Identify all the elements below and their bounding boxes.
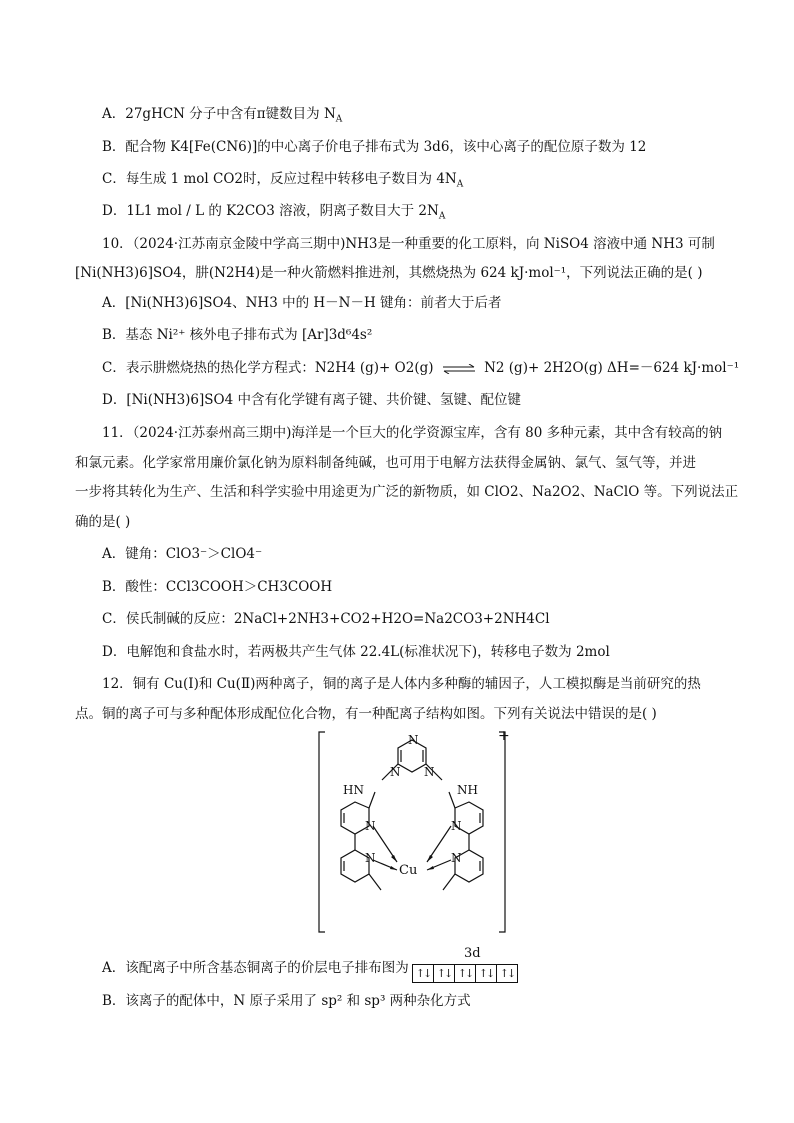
q11-option-d: D．电解饱和食盐水时，若两极共产生气体 22.4L(标准状况下)，转移电子数为 2mol [102,644,610,660]
q10-option-a: A．[Ni(NH3)6]SO4、NH3 中的 H－N－H 键角：前者大于后者 [102,295,502,311]
orbital-box: ↑↓ [496,965,517,982]
q10-stem-line2: [Ni(NH3)6]SO4，肼(N2H4)是一种火箭燃料推进剂，其燃烧热为 624 kJ·mol⁻¹，下列说法正确的是( ) [75,265,703,281]
q9-option-a: A．27gHCN 分子中含有π键数目为 $N_A$ [102,106,343,125]
atom-label-n: N [451,851,462,865]
q9-option-c: C．每生成 1 mol CO2时，反应过程中转移电子数目为 $4N_A$ [102,171,464,190]
q11-option-b: B．酸性：CCl3COOH＞CH3COOH [102,579,333,595]
q11-option-a: A．键角：ClO3⁻＞ClO4⁻ [102,546,263,562]
atom-label-nh: NH [457,783,478,797]
q10-option-c: C．表示肼燃烧热的热化学方程式：N2H4 (g)+ O2(g) N2 (g)+ 2H2O(g) ΔH=－624 kJ·mol⁻¹ [102,360,740,376]
atom-label-hn: HN [343,783,364,797]
q9-option-d: D．1L1 mol / L 的 K2CO3 溶液，阴离子数目大于 $2N_A$ [102,203,446,222]
orbital-diagram [412,946,518,983]
q12-option-a: A．该配离子中所含基态铜离子的价层电子排布图为 [102,960,409,976]
atom-label-cu: Cu [399,863,418,878]
q12-stem-line2: 点。铜的离子可与多种配体形成配位化合物，有一种配离子结构如图。下列有关说法中错误的是( ) [75,706,657,722]
q9-option-b: B．配合物 K4[Fe(CN6)]的中心离子价电子排布式为 3d6，该中心离子的配位原子数为 12 [102,139,647,155]
q10-option-d: D．[Ni(NH3)6]SO4 中含有化学键有离子键、共价键、氢键、配位键 [102,392,521,408]
atom-label-n: N [424,765,435,779]
q12-stem-line1: 12．铜有 Cu(Ⅰ)和 Cu(Ⅱ)两种离子，铜的离子是人体内多种酶的辅因子，人工模拟酶是当前研究的热 [102,676,701,692]
orbital-box: ↑↓ [454,965,475,982]
q12-option-b: B．该离子的配体中，N 原子采用了 sp² 和 sp³ 两种杂化方式 [102,993,471,1009]
q11-stem-line4: 确的是( ) [75,514,131,530]
q11-stem-line1: 11．（2024·江苏泰州高三期中)海洋是一个巨大的化学资源宝库，含有 80 多种元素，其中含有较高的钠 [102,425,723,441]
q10-stem-line1: 10．（2024·江苏南京金陵中学高三期中)NH3是一种重要的化工原料，向 NiSO4 溶液中通 NH3 可制 [102,236,715,252]
complex-ion-structure-diagram [317,730,507,935]
equilibrium-arrow-icon [442,364,476,374]
q11-stem-line3: 一步将其转化为生产、生活和科学实验中用途更为广泛的新物质，如 ClO2、Na2O2、NaClO 等。下列说法正 [75,484,739,500]
atom-label-n: N [408,733,419,747]
atom-label-n: N [451,819,462,833]
orbital-box: ↑↓ [475,965,496,982]
orbital-box: ↑↓ [415,967,431,980]
q10-option-b: B．基态 Ni²⁺ 核外电子排布式为 [Ar]3d⁶4s² [102,327,373,343]
q11-option-c: C．侯氏制碱的反应：2NaCl+2NH3+CO2+H2O=Na2CO3+2NH4Cl [102,611,550,627]
atom-label-n: N [365,851,376,865]
orbital-label: 3d [464,946,481,961]
orbital-box: ↑↓ [433,965,454,982]
atom-label-n: N [390,765,401,779]
q11-stem-line2: 和氯元素。化学家常用廉价氯化钠为原料制备纯碱，也可用于电解方法获得金属钠、氯气、氢气等，并进 [75,455,696,471]
orbital-boxes [412,964,518,983]
charge-label: + [498,728,510,744]
atom-label-n: N [365,819,376,833]
